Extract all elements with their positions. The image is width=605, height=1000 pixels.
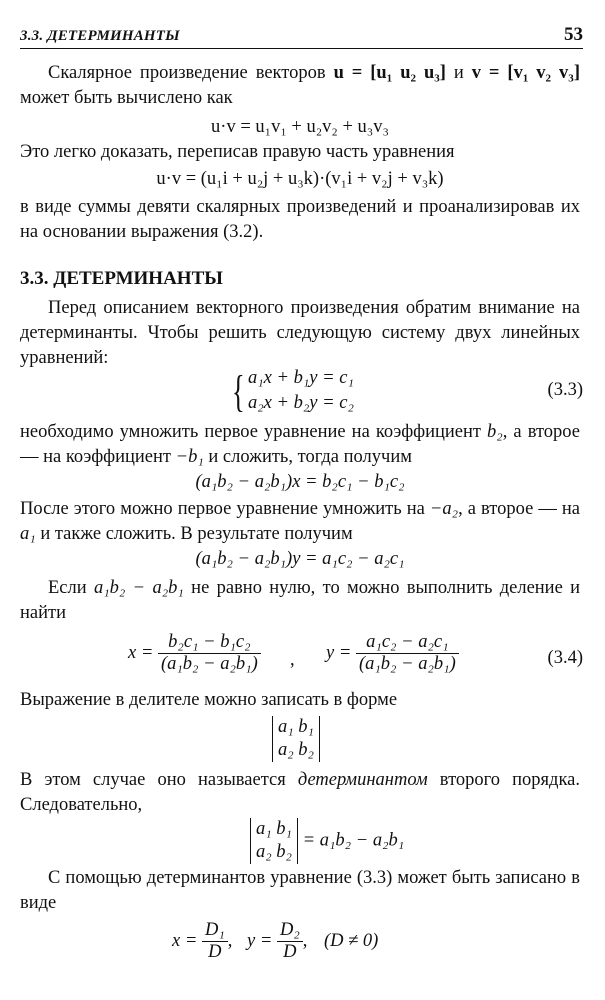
equation-y: (a₁b₂ − a₂b₁)y = a₁c₂ − a₂c₁	[195, 549, 405, 569]
fraction-x: x = $\frac{\text{b₂c₁ − b₁c₂}}{\text{(a₁b₂ − a₂b₁)}}$	[128, 632, 261, 675]
fraction-separator: ,	[290, 650, 295, 670]
equation-expand: u·v = (u₁i + u₂j + u₃k)·(v₁i + v₂j + v₃k)	[156, 169, 444, 189]
brace-glyph: {	[232, 367, 245, 416]
equation-number-3-3: (3.3)	[547, 380, 583, 400]
paragraph-multiply: необходимо умножить первое уравнение на коэффициент b₂, а второе — на коэффициент −b₁ и сложить, тогда получим	[20, 422, 580, 467]
term-determinant: детерминантом	[297, 770, 428, 790]
paragraph-dot-product: Скалярное произведение векторов u = [u₁ u₂ u₃] и v = [v₁ v₂ v₃] может быть вычислено как	[20, 63, 580, 108]
vector-u: u = [u₁ u₂ u₃]	[333, 63, 446, 83]
vector-v: v = [v₁ v₂ v₃]	[471, 63, 580, 83]
paragraph-sum: в виде суммы девяти скалярных произведений и проанализировав их на основании выражения (3.2).	[20, 197, 580, 242]
paragraph-nonzero: Если a₁b₂ − a₂b₁ не равно нулю, то можно выполнить деление и найти	[20, 578, 581, 623]
determinant-2: a₁ b₁ a₂ b₂ = a₁b₂ − a₂b₁	[250, 818, 404, 864]
paragraph-multiply-2: После этого можно первое уравнение умножить на −a₂, а второе — на a₁ и также сложить. В результате получим	[20, 499, 581, 544]
paragraph-denominator: Выражение в делителе можно записать в форме	[20, 690, 398, 710]
equation-number-3-4: (3.4)	[547, 648, 583, 668]
section-title: 3.3. ДЕТЕРМИНАНТЫ	[20, 268, 223, 289]
page-header	[20, 26, 583, 49]
system-eq-1: a₁x + b₁y = c₁	[248, 368, 354, 388]
page-number: 53	[564, 24, 583, 45]
paragraph-determinant-def: В этом случае оно называется детерминантом второго порядка. Следовательно,	[20, 770, 581, 815]
determinant-1: a₁ b₁ a₂ b₂	[272, 716, 320, 762]
paragraph-intro-det: Перед описанием векторного произведения обратим внимание на детерминанты. Чтобы решить следующую систему двух линейных уравнений:	[20, 298, 580, 368]
equation-x: (a₁b₂ − a₂b₁)x = b₂c₁ − b₁c₂	[195, 472, 405, 492]
running-title: 3.3. ДЕТЕРМИНАНТЫ	[20, 28, 180, 44]
equation-dot: u·v = u₁v₁ + u₂v₂ + u₃v₃	[211, 117, 389, 137]
system-eq-2: a₂x + b₂y = c₂	[248, 393, 354, 413]
cramer-formulas: x = $\frac{\text{D₁}}{D}$ , y = $\frac{\text{D₂}}{D}$ , (D ≠ 0)	[172, 920, 379, 962]
paragraph-cramer: С помощью детерминантов уравнение (3.3) может быть записано в виде	[20, 868, 580, 913]
equation-system	[232, 368, 382, 420]
paragraph-proof: Это легко доказать, переписав правую часть уравнения	[20, 142, 455, 162]
fraction-y: y = $\frac{\text{a₁c₂ − a₂c₁}}{\text{(a₁b₂ − a₂b₁)}}$	[326, 632, 459, 675]
